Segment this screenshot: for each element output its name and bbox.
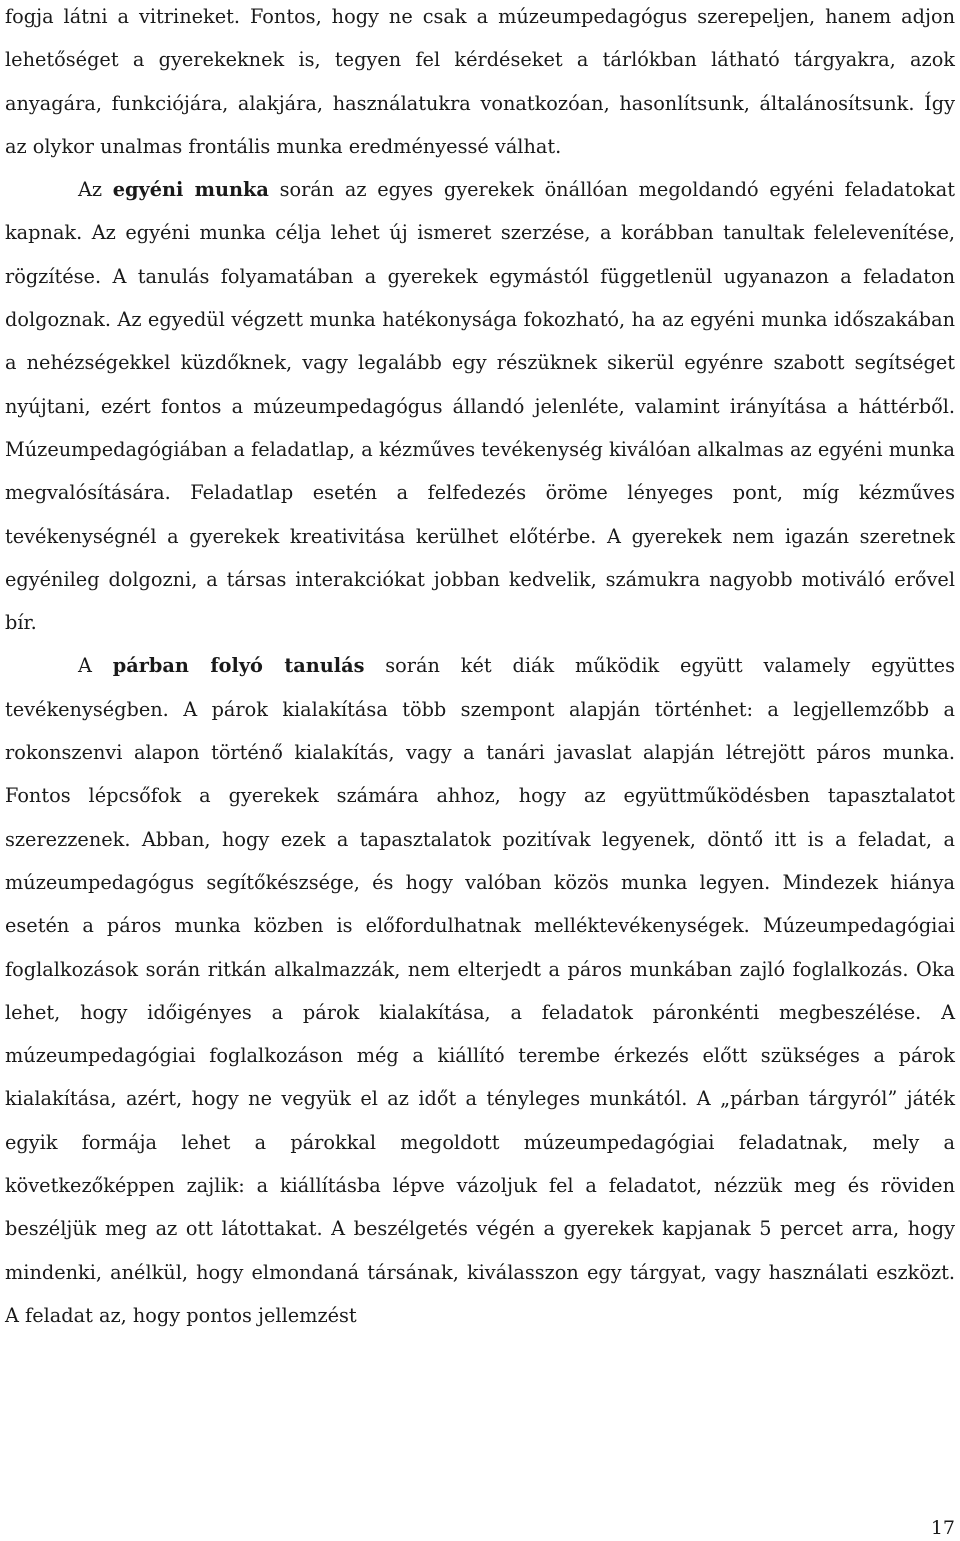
paragraph-lead: Az <box>78 178 113 202</box>
document-page <box>5 0 955 1337</box>
paragraph-body: során az egyes gyerekek önállóan megoldandó egyéni feladatokat kapnak. Az egyéni munka célja lehet új ismeret szerzése, a korábban tanultak felelevenítése, rögzítése. A tanulás folyamatában a gyerekek egymástól függetlenül ugyanazon a feladaton dolgoznak. Az egyedül végzett munka hatékonysága fokozható, ha az egyéni munka időszakában a nehézségekkel küzdőknek, vagy legalább egy részüknek sikerül egyénre szabott segítséget nyújtani, ezért fontos a múzeumpedagógus állandó jelenléte, valamint irányítása a háttérből. Múzeumpedagógiában a feladatlap, a kézműves tevékenység kiválóan alkalmas az egyéni munka megvalósítására. Feladatlap esetén a felfedezés öröme lényeges pont, míg kézműves tevékenységnél a gyerekek kreativitása kerülhet előtérbe. A gyerekek nem igazán szeretnek egyénileg dolgozni, a társas interakciókat jobban kedvelik, számukra nagyobb motiváló erővel bír. <box>5 178 955 635</box>
page-number: 17 <box>930 1517 955 1539</box>
paragraph-lead: A <box>78 654 113 678</box>
paragraph-body: során két diák működik együtt valamely együttes tevékenységben. A párok kialakítása több szempont alapján történhet: a legjellemzőbb a rokonszenvi alapon történő kialakítás, vagy a tanári javaslat alapján létrejött páros munka. Fontos lépcsőfok a gyerekek számára ahhoz, hogy az együttműködésben tapasztalatot szerezzenek. Abban, hogy ezek a tapasztalatok pozitívak legyenek, döntő itt is a feladat, a múzeumpedagógus segítőkészsége, és hogy valóban közös munka legyen. Mindezek hiánya esetén a páros munka közben is előfordulhatnak melléktevékenységek. Múzeumpedagógiai foglalkozások során ritkán alkalmazzák, nem elterjedt a páros munkában zajló foglalkozás. Oka lehet, hogy időigényes a párok kialakítása, a feladatok páronkénti megbeszélése. A múzeumpedagógiai foglalkozáson még a kiállító terembe érkezés előtt szükséges a párok kialakítása, azért, hogy ne vegyük el az időt a tényleges munkától. A „párban tárgyról” játék egyik formája lehet a párokkal megoldott múzeumpedagógiai feladatnak, mely a következőképpen zajlik: a kiállításba lépve vázoljuk fel a feladatot, nézzük meg és röviden beszéljük meg az ott látottakat. A beszélgetés végén a gyerekek kapjanak 5 percet arra, hogy mindenki, anélkül, hogy elmondaná társának, kiválasszon egy tárgyat, vagy használati eszközt. A feladat az, hogy pontos jellemzést <box>5 654 955 1327</box>
paragraph-pair-work <box>5 644 955 1337</box>
term-pair-learning: párban folyó tanulás <box>112 654 365 678</box>
paragraph-individual-work <box>5 168 955 644</box>
term-individual-work: egyéni munka <box>112 178 269 202</box>
paragraph-frontal-work: fogja látni a vitrineket. Fontos, hogy ne csak a múzeumpedagógus szerepeljen, hanem adjon lehetőséget a gyerekeknek is, tegyen fel kérdéseket a tárlókban látható tárgyakra, azok anyagára, funkciójára, alakjára, használatukra vonatkozóan, hasonlítsunk, általánosítsunk. Így az olykor unalmas frontális munka eredményessé válhat. <box>5 5 955 158</box>
